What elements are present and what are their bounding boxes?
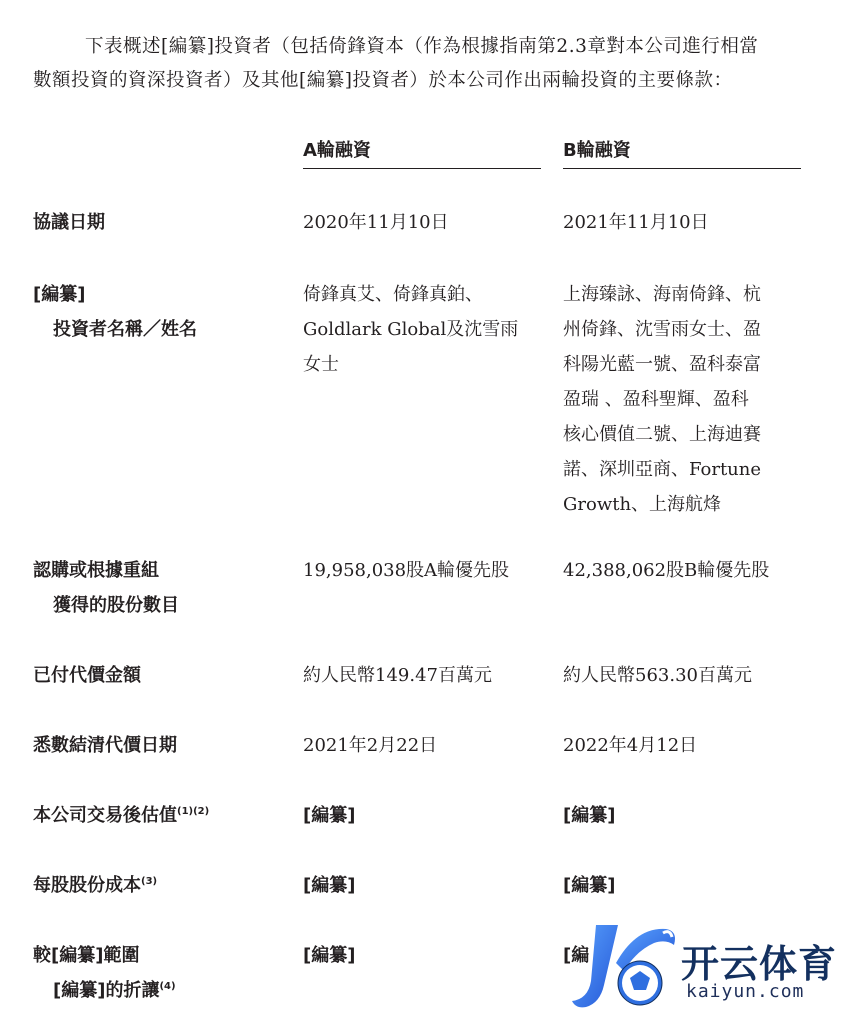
column-header-series-a: A輪融資 — [303, 136, 541, 169]
row-label-text: 本公司交易後估值 — [33, 805, 177, 826]
cell-text: 諾、深圳亞商、Fortune — [563, 459, 762, 480]
cell-series-b — [563, 658, 803, 693]
cell-text: [編 — [563, 945, 590, 966]
cell-series-b — [563, 553, 803, 588]
cell-text: 19,958,038股A輪優先股 — [303, 560, 510, 581]
row-label-text: 投資者名稱／姓名 — [53, 319, 197, 340]
row-label — [33, 938, 283, 1008]
cell-series-b — [563, 798, 803, 833]
watermark-logo — [566, 915, 856, 1020]
column-header-series-b: B輪融資 — [563, 136, 801, 169]
intro-line-2: 數額投資的資深投資者）及其他[編纂]投資者）於本公司作出兩輪投資的主要條款： — [33, 70, 733, 91]
intro-paragraph — [33, 30, 823, 98]
row-label-text: [編纂]的折讓 — [53, 980, 160, 1001]
cell-series-b — [563, 205, 803, 240]
row-label — [33, 728, 283, 763]
row-label — [33, 553, 283, 623]
cell-text: [編纂] — [303, 875, 356, 896]
cell-text: [編纂] — [303, 945, 356, 966]
cell-text: [編纂] — [563, 875, 616, 896]
footnote-marker: (1)(2) — [177, 806, 210, 817]
cell-series-b — [563, 728, 803, 763]
cell-series-a — [303, 728, 543, 763]
cell-text: Goldlark Global及沈雪雨 — [303, 319, 519, 340]
cell-series-a — [303, 205, 543, 240]
row-label-text: 較[編纂]範圍 — [33, 945, 140, 966]
row-label — [33, 205, 283, 240]
cell-text: 42,388,062股B輪優先股 — [563, 560, 770, 581]
cell-text: 2022年4月12日 — [563, 735, 698, 756]
cell-text: 2021年2月22日 — [303, 735, 438, 756]
cell-text: 倚鋒真艾、倚鋒真鉑、 — [303, 284, 483, 305]
cell-text: 上海臻詠、海南倚鋒、杭 — [563, 284, 761, 305]
cell-text: 女士 — [303, 354, 339, 375]
cell-text: [編纂] — [303, 805, 356, 826]
row-label-text: 認購或根據重組 — [33, 560, 159, 581]
cell-series-a — [303, 658, 543, 693]
watermark-brand-en: kaiyun.com — [686, 981, 805, 1002]
row-label — [33, 658, 283, 693]
cell-series-a — [303, 553, 543, 588]
cell-text: 盈瑞 、盈科聖輝、盈科 — [563, 389, 749, 410]
footnote-marker: (3) — [141, 876, 158, 887]
cell-text: 州倚鋒、沈雪雨女士、盈 — [563, 319, 761, 340]
row-label-text: 獲得的股份數目 — [53, 595, 179, 616]
cell-text: 約人民幣563.30百萬元 — [563, 665, 752, 686]
row-label-text: 協議日期 — [33, 212, 105, 233]
row-label — [33, 798, 283, 833]
cell-text: 科陽光藍一號、盈科泰富 — [563, 354, 761, 375]
row-label — [33, 277, 283, 347]
cell-series-a — [303, 868, 543, 903]
row-label-text: 悉數結清代價日期 — [33, 735, 177, 756]
cell-text: 核心價值二號、上海迪賽 — [563, 424, 761, 445]
row-label-text: 已付代價金額 — [33, 665, 141, 686]
cell-text: 2021年11月10日 — [563, 212, 709, 233]
cell-series-b — [563, 868, 803, 903]
cell-text: 約人民幣149.47百萬元 — [303, 665, 492, 686]
row-label-text: [編纂] — [33, 284, 86, 305]
cell-text: [編纂] — [563, 805, 616, 826]
intro-line-1: 下表概述[編纂]投資者（包括倚鋒資本（作為根據指南第2.3章對本公司進行相當 — [85, 36, 759, 57]
cell-text: Growth、上海航烽 — [563, 494, 722, 515]
cell-series-a — [303, 277, 543, 382]
watermark-brand-cn: 开云体育 — [681, 942, 838, 986]
cell-text: 2020年11月10日 — [303, 212, 449, 233]
cell-series-a — [303, 798, 543, 833]
kaiyun-k-logo-icon — [566, 915, 681, 1020]
cell-series-a — [303, 938, 543, 973]
row-label — [33, 868, 283, 903]
row-label-text: 每股股份成本 — [33, 875, 141, 896]
footnote-marker: (4) — [159, 981, 176, 992]
cell-series-b — [563, 277, 803, 522]
